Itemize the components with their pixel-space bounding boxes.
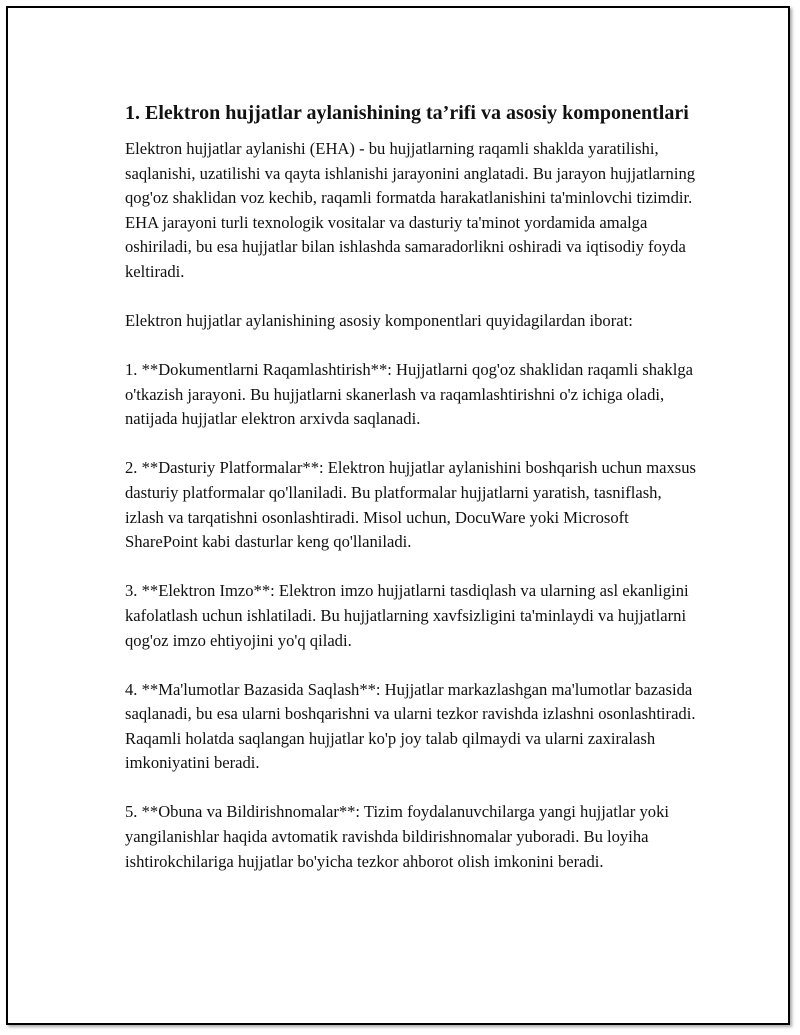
paragraph-item-1: 1. **Dokumentlarni Raqamlashtirish**: Hujjatlarni qog'oz shaklidan raqamli shaklga o'tkazish jarayoni. Bu hujjatlarni skanerlash va raqamlashtirishni o'z ichiga oladi, natijada hujjatlar elektron arxivda saqlanadi. (125, 360, 693, 429)
section-heading: 1. Elektron hujjatlar aylanishining ta’rifi va asosiy komponentlari (125, 102, 689, 124)
paragraph-item-3: 3. **Elektron Imzo**: Elektron imzo hujjatlarni tasdiqlash va ularning asl ekanligini kafolatlash uchun ishlatiladi. Bu hujjatlarning xavfsizligini ta'minlaydi va hujjatlarni qog'oz imzo ehtiyojini yo'q qiladi. (125, 581, 689, 650)
paragraph-item-4: 4. **Ma'lumotlar Bazasida Saqlash**: Hujjatlar markazlashgan ma'lumotlar bazasida saqlanadi, bu esa ularni boshqarishni va ularni tezkor ravishda izlashni osonlashtiradi. Raqamli holatda saqlangan hujjatlar ko'p joy talab qilmaydi va ularni zaxiralash imkoniyatini beradi. (125, 679, 696, 773)
paragraph-components-intro: Elektron hujjatlar aylanishining asosiy komponentlari quyidagilardan iborat: (125, 311, 633, 331)
page-frame (6, 6, 790, 1025)
paragraph-intro: Elektron hujjatlar aylanishi (EHA) - bu hujjatlarning raqamli shaklda yaratilishi, saqlanishi, uzatilishi va qayta ishlanishi jarayonini anglatadi. Bu jarayon hujjatlarning qog'oz shaklidan voz kechib, raqamli formatda harakatlanishini ta'minlovchi tizimdir. EHA jarayoni turli texnologik vositalar va dasturiy ta'minot yordamida amalga oshiriladi, bu esa hujjatlar bilan ishlashda samaradorlikni oshiradi va iqtisodiy foyda keltiradi. (125, 139, 696, 281)
paragraph-item-2: 2. **Dasturiy Platformalar**: Elektron hujjatlar aylanishini boshqarish uchun maxsus dasturiy platformalar qo'llaniladi. Bu platformalar hujjatlarni yaratish, tasniflash, izlash va tarqatishni osonlashtiradi. Misol uchun, DocuWare yoki Microsoft SharePoint kabi dasturlar keng qo'llaniladi. (125, 458, 696, 552)
paragraph-item-5: 5. **Obuna va Bildirishnomalar**: Tizim foydalanuvchilarga yangi hujjatlar yoki yangilanishlar haqida avtomatik ravishda bildirishnomalar yuboradi. Bu loyiha ishtirokchilariga hujjatlar bo'yicha tezkor ahborot olish imkonini beradi. (125, 802, 669, 871)
document-body (125, 100, 700, 899)
